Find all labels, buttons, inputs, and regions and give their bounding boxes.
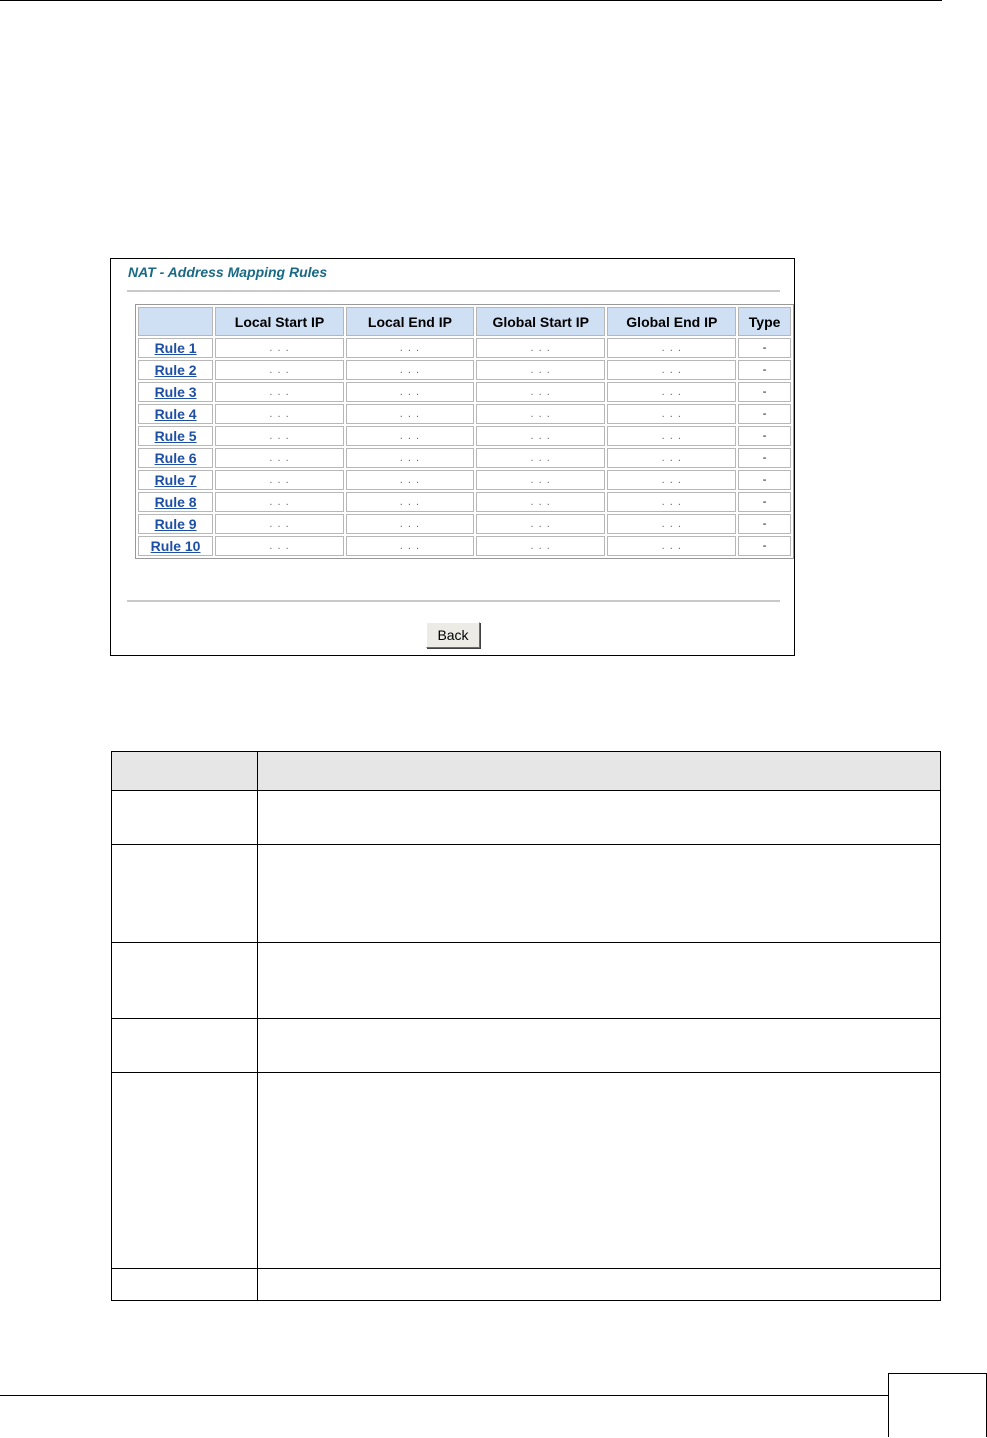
cell-local-start: . . . (215, 338, 344, 358)
page-number-box (888, 1373, 987, 1437)
cell-global-start: . . . (476, 470, 605, 490)
table-cell (258, 791, 941, 845)
rule-link[interactable]: Rule 4 (154, 406, 197, 422)
cell-global-end: . . . (607, 360, 736, 380)
table-row (138, 492, 791, 512)
rule-cell (138, 404, 213, 424)
panel-title: NAT - Address Mapping Rules (128, 264, 328, 280)
table-row (112, 1269, 941, 1301)
cell-global-start: . . . (476, 338, 605, 358)
cell-local-end: . . . (346, 426, 474, 446)
cell-type: - (738, 338, 791, 358)
cell-global-end: . . . (607, 338, 736, 358)
cell-local-start: . . . (215, 448, 344, 468)
cell-global-end: . . . (607, 536, 736, 556)
top-rule (0, 0, 942, 1)
cell-global-end: . . . (607, 426, 736, 446)
cell-type: - (738, 426, 791, 446)
rule-cell (138, 382, 213, 402)
rule-link[interactable]: Rule 3 (154, 384, 197, 400)
cell-local-start: . . . (215, 492, 344, 512)
table-cell (112, 1019, 258, 1073)
rule-cell (138, 426, 213, 446)
cell-local-start: . . . (215, 470, 344, 490)
cell-type: - (738, 404, 791, 424)
rule-link[interactable]: Rule 6 (154, 450, 197, 466)
cell-local-end: . . . (346, 338, 474, 358)
cell-type: - (738, 536, 791, 556)
cell-global-end: . . . (607, 492, 736, 512)
cell-local-end: . . . (346, 404, 474, 424)
cell-global-start: . . . (476, 536, 605, 556)
column-header-local-start-ip: Local Start IP (215, 307, 344, 336)
table-cell (112, 943, 258, 1019)
cell-global-start: . . . (476, 426, 605, 446)
column-header-global-end-ip: Global End IP (607, 307, 736, 336)
cell-local-end: . . . (346, 448, 474, 468)
cell-local-start: . . . (215, 360, 344, 380)
cell-local-start: . . . (215, 426, 344, 446)
rule-link[interactable]: Rule 9 (154, 516, 197, 532)
rule-link[interactable]: Rule 8 (154, 494, 197, 510)
table-cell (258, 845, 941, 943)
table-row (138, 514, 791, 534)
table-header-row (112, 752, 941, 791)
column-header-global-start-ip: Global Start IP (476, 307, 605, 336)
table-cell (112, 1269, 258, 1301)
table-cell (258, 943, 941, 1019)
cell-type: - (738, 514, 791, 534)
table-cell (112, 1073, 258, 1269)
cell-local-start: . . . (215, 382, 344, 402)
cell-global-start: . . . (476, 514, 605, 534)
cell-global-start: . . . (476, 492, 605, 512)
cell-local-end: . . . (346, 536, 474, 556)
rule-link[interactable]: Rule 7 (154, 472, 197, 488)
rule-cell (138, 514, 213, 534)
rule-cell (138, 470, 213, 490)
cell-global-end: . . . (607, 448, 736, 468)
table-row (112, 1073, 941, 1269)
rule-link[interactable]: Rule 1 (154, 340, 197, 356)
table-row (112, 1019, 941, 1073)
cell-local-end: . . . (346, 514, 474, 534)
address-mapping-table (135, 304, 794, 559)
column-header-rule (138, 307, 213, 336)
header-cell (112, 752, 258, 791)
cell-local-end: . . . (346, 382, 474, 402)
column-header-local-end-ip: Local End IP (346, 307, 474, 336)
table-row (112, 845, 941, 943)
table-row (138, 448, 791, 468)
rule-cell (138, 448, 213, 468)
table-row (138, 536, 791, 556)
rule-link[interactable]: Rule 5 (154, 428, 197, 444)
table-row (112, 791, 941, 845)
cell-type: - (738, 492, 791, 512)
cell-global-end: . . . (607, 382, 736, 402)
cell-type: - (738, 360, 791, 380)
cell-global-start: . . . (476, 382, 605, 402)
divider (127, 290, 780, 292)
cell-local-start: . . . (215, 404, 344, 424)
cell-local-end: . . . (346, 360, 474, 380)
header-cell (258, 752, 941, 791)
cell-local-end: . . . (346, 470, 474, 490)
rule-cell (138, 360, 213, 380)
cell-local-end: . . . (346, 492, 474, 512)
table-row (138, 382, 791, 402)
table-row (138, 426, 791, 446)
table-row (138, 360, 791, 380)
table-cell (258, 1073, 941, 1269)
table-cell (258, 1019, 941, 1073)
cell-local-start: . . . (215, 536, 344, 556)
rule-link[interactable]: Rule 10 (150, 538, 201, 554)
table-row (138, 470, 791, 490)
table-cell (258, 1269, 941, 1301)
cell-type: - (738, 448, 791, 468)
cell-local-start: . . . (215, 514, 344, 534)
cell-type: - (738, 470, 791, 490)
table-cell (112, 791, 258, 845)
back-button[interactable]: Back (426, 622, 480, 648)
cell-global-end: . . . (607, 470, 736, 490)
cell-global-start: . . . (476, 404, 605, 424)
column-header-type: Type (738, 307, 791, 336)
nat-screenshot-panel (110, 258, 795, 656)
cell-global-end: . . . (607, 514, 736, 534)
table-cell (112, 845, 258, 943)
table-row (112, 943, 941, 1019)
table-row (138, 338, 791, 358)
rule-cell (138, 536, 213, 556)
rule-link[interactable]: Rule 2 (154, 362, 197, 378)
cell-global-end: . . . (607, 404, 736, 424)
rule-cell (138, 338, 213, 358)
rule-cell (138, 492, 213, 512)
cell-global-start: . . . (476, 360, 605, 380)
table-row (138, 404, 791, 424)
cell-type: - (738, 382, 791, 402)
cell-global-start: . . . (476, 448, 605, 468)
footer-rule (0, 1395, 888, 1396)
field-description-table (111, 751, 941, 1301)
table-header-row (138, 307, 791, 336)
divider (127, 600, 780, 602)
